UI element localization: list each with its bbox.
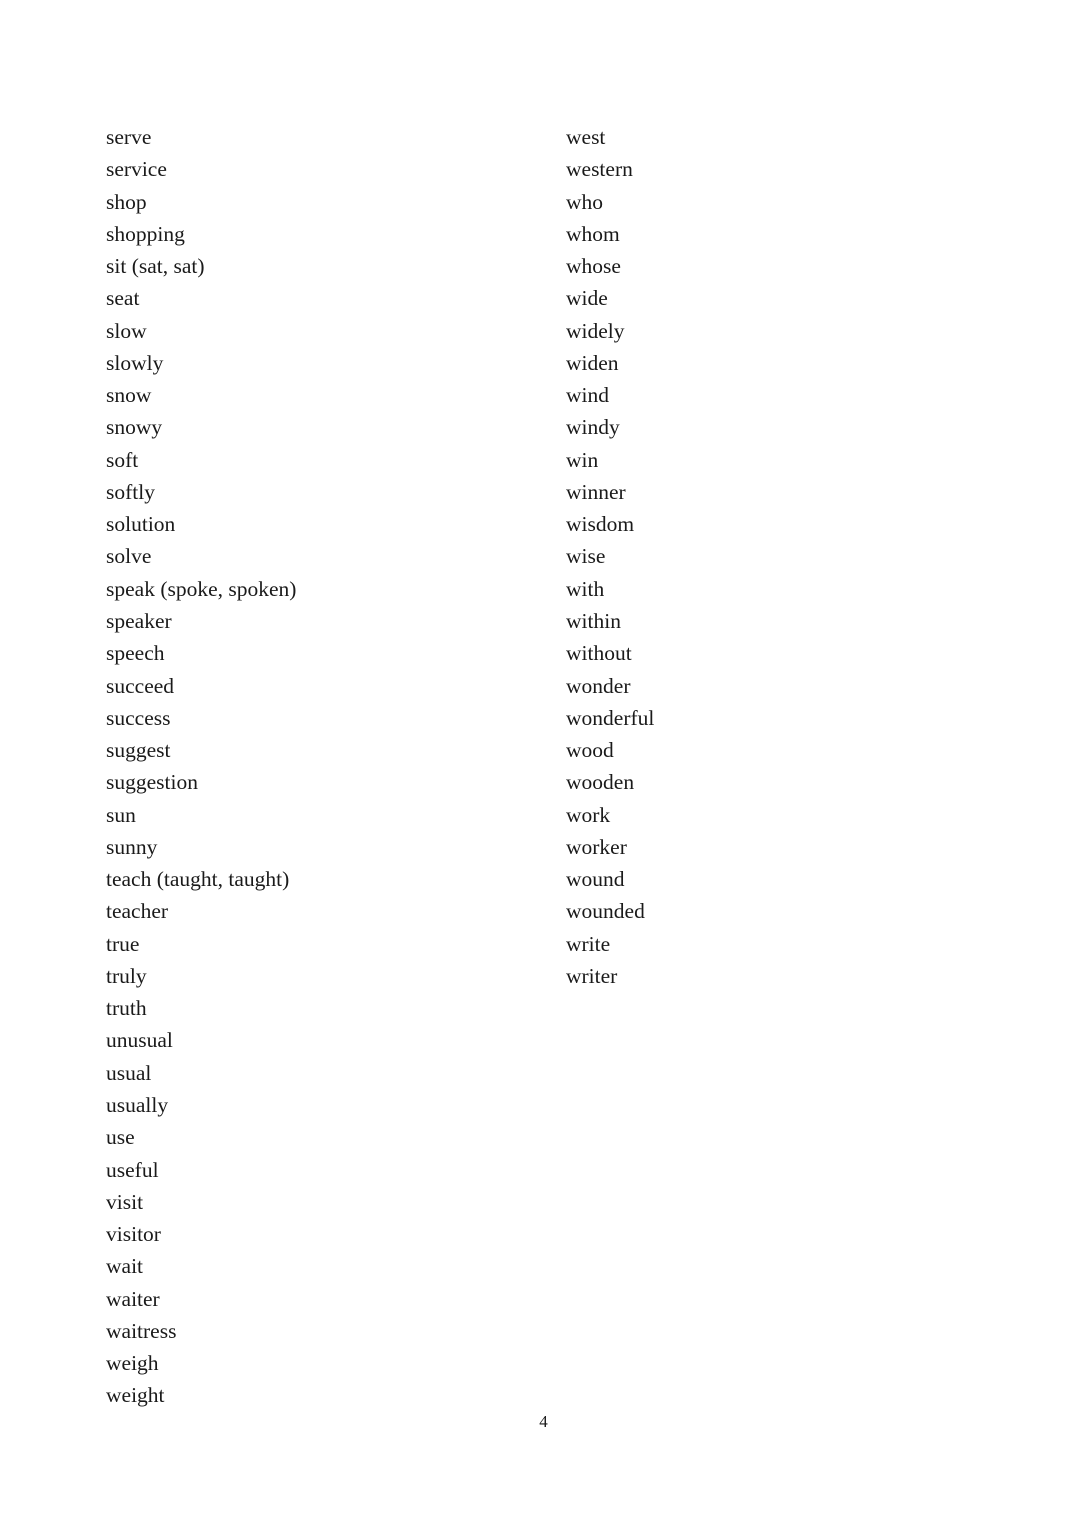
word-list-item: wound [566, 867, 625, 892]
word-list-item: usually [106, 1092, 169, 1117]
word-list-item: without [566, 641, 632, 666]
word-list-item: whose [566, 254, 621, 279]
word-list-item: snow [106, 383, 152, 408]
word-list-right-column [566, 121, 654, 992]
word-list-item: wonderful [566, 705, 655, 730]
page-number: 4 [539, 1412, 548, 1431]
word-list-item: teach (taught, taught) [106, 867, 290, 892]
word-list-item: wood [566, 738, 614, 763]
word-list-item: sun [106, 802, 136, 827]
word-list-item: speaker [106, 608, 172, 633]
word-list-item: soft [106, 447, 139, 472]
word-list-item: wait [106, 1254, 144, 1279]
word-list-item: wooden [566, 770, 635, 795]
word-list-item: wounded [566, 899, 645, 924]
word-list-item: sunny [106, 834, 158, 859]
word-list-item: true [106, 931, 140, 956]
word-list-item: snowy [106, 415, 163, 440]
word-list-item: visitor [106, 1222, 161, 1247]
word-list-item: wide [566, 286, 608, 311]
word-list-item: usual [106, 1060, 152, 1085]
word-list-item: slow [106, 318, 147, 343]
word-list-item: suggest [106, 738, 171, 763]
word-list-item: wise [566, 544, 606, 569]
word-list-item: solution [106, 512, 176, 537]
word-list-item: who [566, 189, 604, 214]
word-list-item: within [566, 608, 621, 633]
word-list-item: success [106, 705, 171, 730]
word-list-item: wind [566, 383, 609, 408]
word-list-item: truth [106, 996, 147, 1021]
word-list-item: winner [566, 479, 626, 504]
word-list-item: write [566, 931, 611, 956]
word-list-item: succeed [106, 673, 175, 698]
word-list-item: wisdom [566, 512, 635, 537]
word-list-item: teacher [106, 899, 169, 924]
word-list-item: speak (spoke, spoken) [106, 576, 297, 601]
word-list-item: softly [106, 479, 155, 504]
word-list-left-column [106, 121, 296, 1412]
word-list-item: service [106, 157, 167, 182]
word-list-item: slowly [106, 350, 164, 375]
word-list-item: seat [106, 286, 140, 311]
word-list-item: use [106, 1125, 135, 1150]
word-list-item: solve [106, 544, 152, 569]
word-list-item: serve [106, 125, 152, 149]
word-list-item: waitress [106, 1318, 177, 1343]
word-list-item: widen [566, 350, 619, 375]
word-list-item: whom [566, 221, 620, 246]
word-list-item: useful [106, 1157, 159, 1182]
word-list-item: widely [566, 318, 625, 343]
word-list-item: speech [106, 641, 165, 666]
word-list-item: western [566, 157, 633, 182]
word-list-item: writer [566, 963, 618, 988]
word-list-item: truly [106, 963, 147, 988]
word-list-item: weigh [106, 1351, 159, 1376]
word-list-item: worker [566, 834, 627, 859]
word-list-item: unusual [106, 1028, 173, 1053]
word-list-item: shopping [106, 221, 185, 246]
word-list-item: wonder [566, 673, 631, 698]
word-list-item: shop [106, 189, 147, 214]
word-list-item: west [566, 125, 606, 149]
word-list-item: weight [106, 1383, 165, 1408]
word-list-item: with [566, 576, 605, 601]
word-list-item: waiter [106, 1286, 160, 1311]
word-list-item: windy [566, 415, 620, 440]
word-list-item: suggestion [106, 770, 198, 795]
word-list-item: win [566, 447, 599, 472]
word-list-item: sit (sat, sat) [106, 254, 205, 279]
word-list-item: work [566, 802, 611, 827]
word-list-item: visit [106, 1189, 144, 1214]
